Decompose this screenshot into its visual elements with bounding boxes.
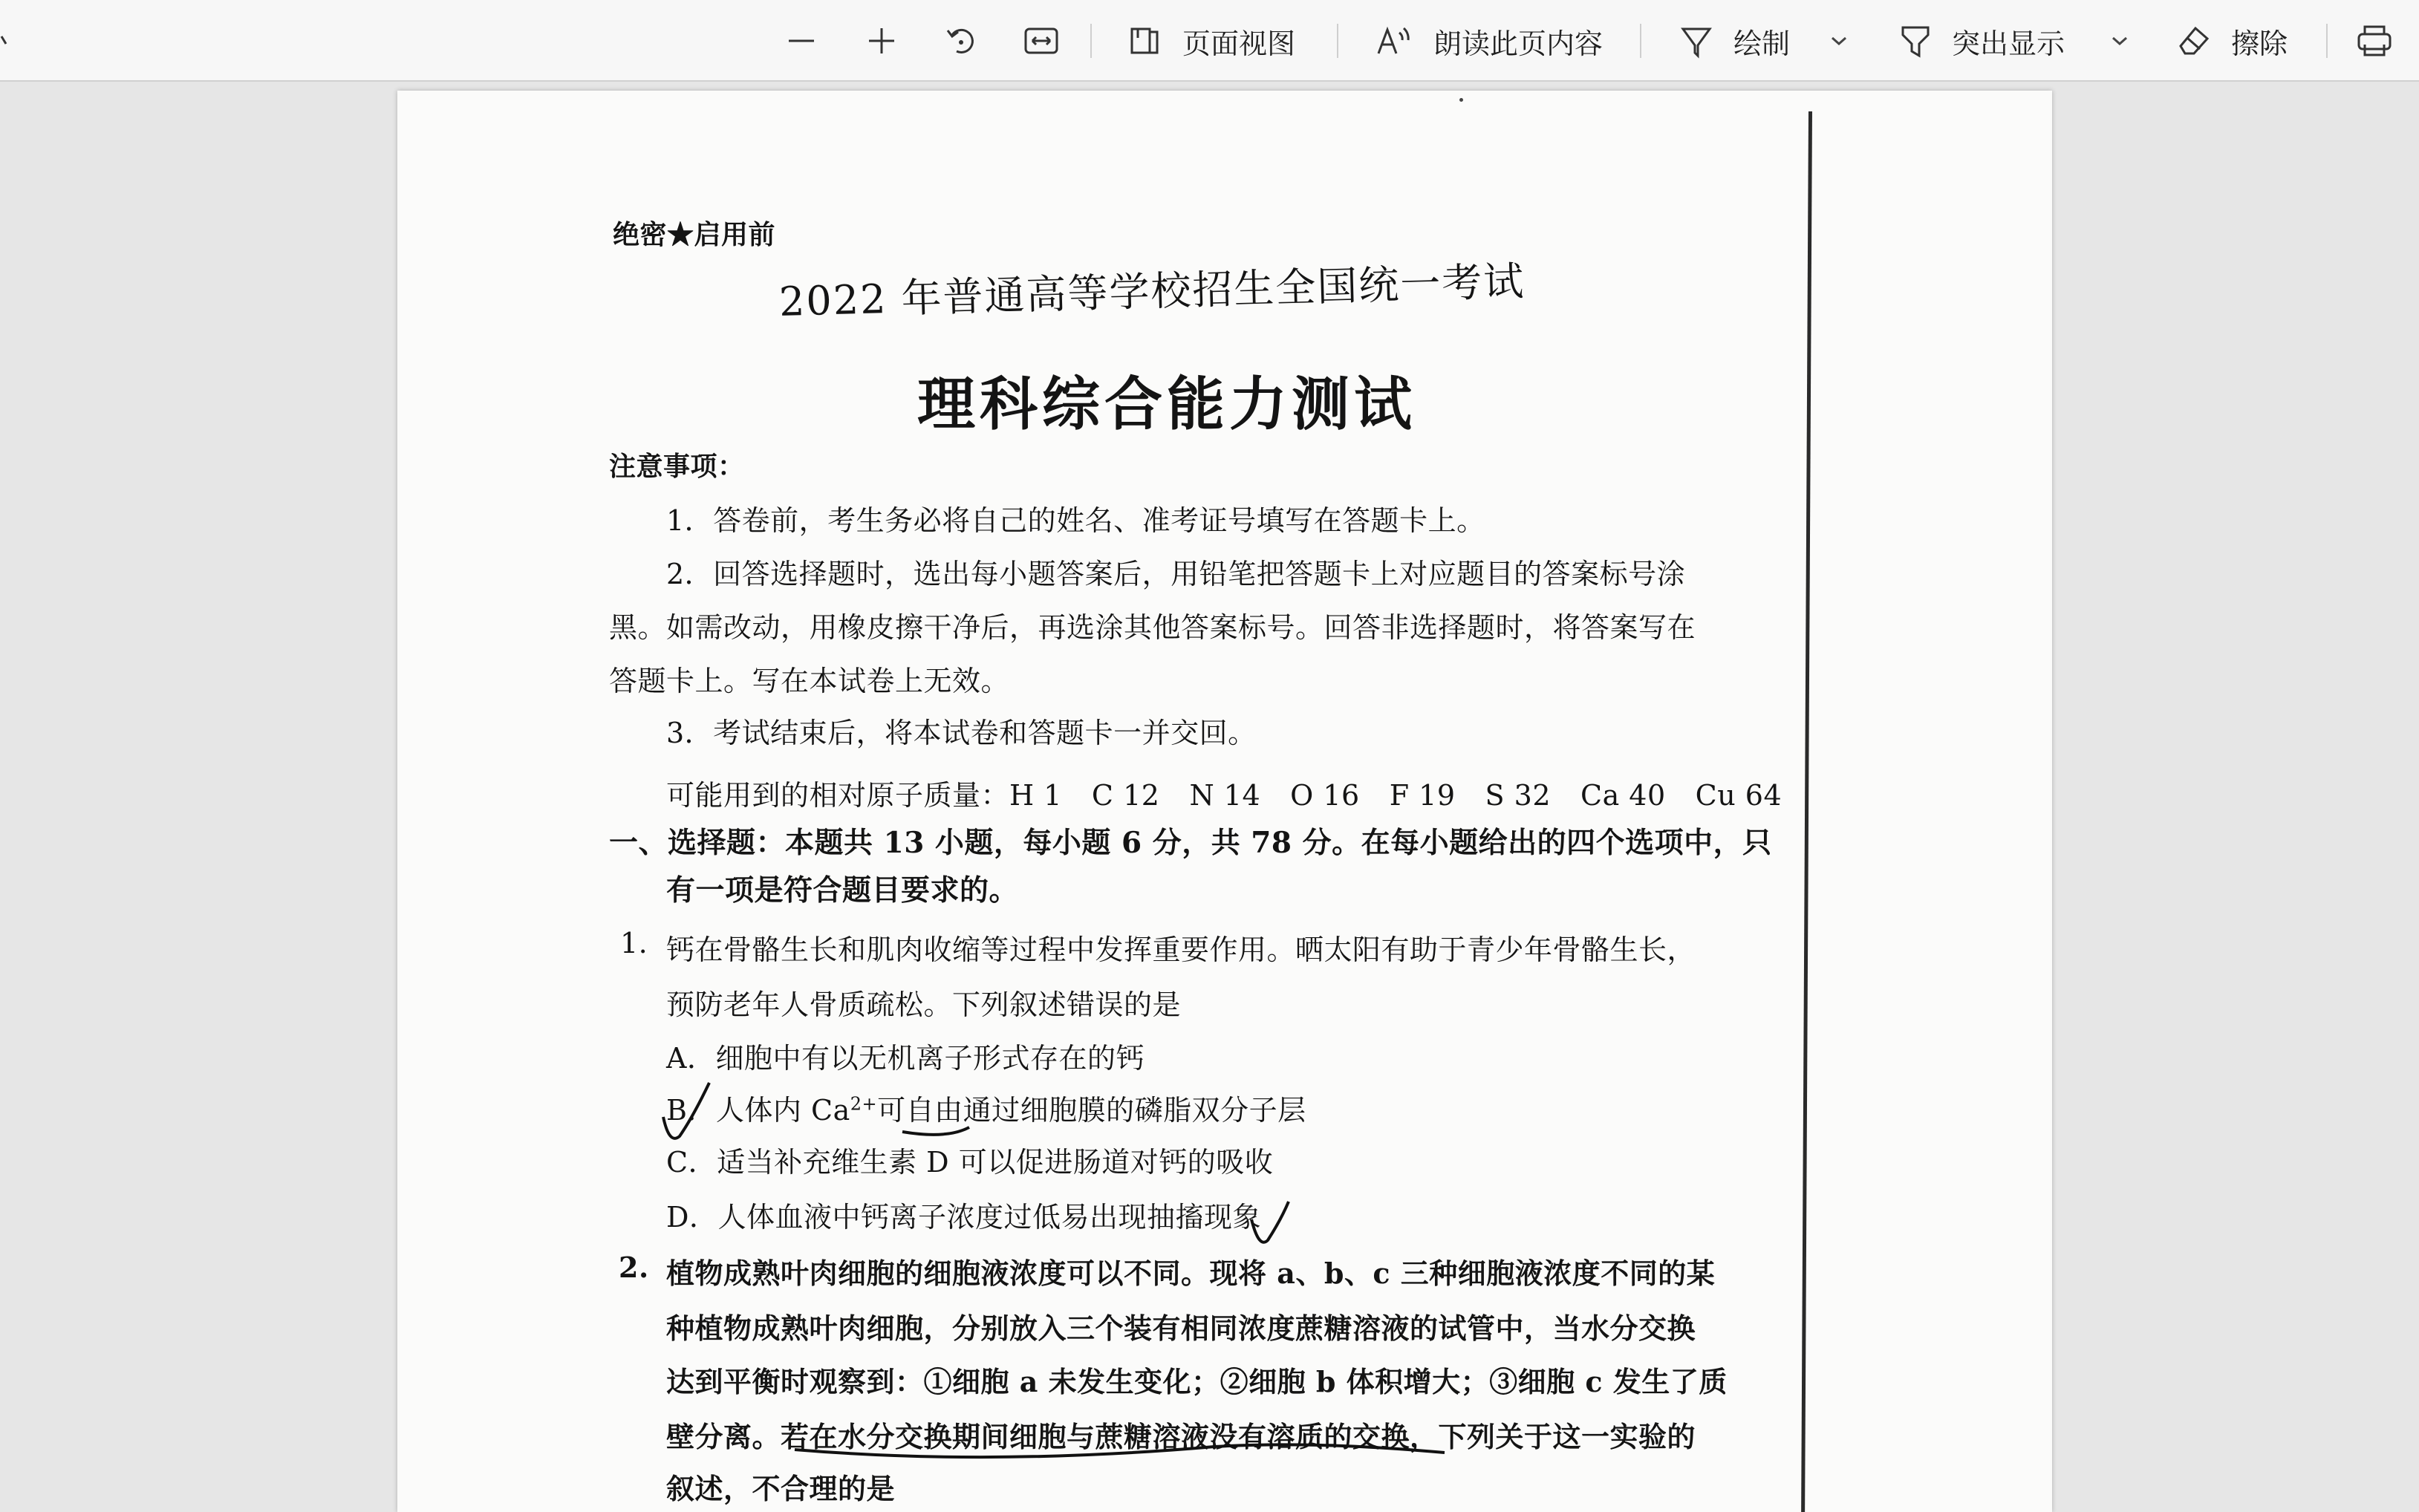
question-1-line-1: 钙在骨骼生长和肌肉收缩等过程中发挥重要作用。晒太阳有助于青少年骨骼生长， <box>666 933 1696 966</box>
draw-label: 绘制 <box>1733 27 1791 60</box>
highlighter-icon <box>1898 23 1933 59</box>
chevron-down-icon <box>1830 35 1848 47</box>
calcium-charge: 2+ <box>850 1093 878 1115</box>
question-2-line-3: 达到平衡时观察到：①细胞 a 未发生变化；②细胞 b 体积增大；③细胞 c 发生了质 <box>666 1365 1728 1398</box>
atomic-mass-h: H 1 <box>1009 779 1062 812</box>
question-1-number: 1. <box>620 927 648 959</box>
toolbar-divider <box>1337 24 1338 58</box>
atomic-mass-o: O 16 <box>1290 779 1360 812</box>
toolbar-divider <box>1640 24 1641 58</box>
highlight-label: 突出显示 <box>1952 27 2065 60</box>
page-view-icon <box>1127 25 1163 57</box>
erase-label: 擦除 <box>2231 27 2288 60</box>
exam-title: 2022 年普通高等学校招生全国统一考试 <box>778 257 1526 326</box>
highlight-options-dropdown[interactable] <box>2111 0 2129 82</box>
question-2-number: 2. <box>619 1251 649 1284</box>
confidential-mark: 绝密★启用前 <box>613 219 776 250</box>
question-1-option-c: C．适当补充维生素 D 可以促进肠道对钙的吸收 <box>666 1146 1274 1179</box>
read-aloud-button[interactable] <box>1375 0 1603 82</box>
question-1-option-a: A．细胞中有以无机离子形式存在的钙 <box>666 1042 1145 1075</box>
fit-width-icon <box>1023 26 1059 56</box>
question-2-line-2: 种植物成熟叶肉细胞，分别放入三个装有相同浓度蔗糖溶液的试管中，当水分交换 <box>666 1311 1696 1345</box>
zoom-in-button[interactable] <box>866 0 897 82</box>
minus-icon <box>786 25 817 56</box>
draw-pen-icon <box>1679 23 1714 59</box>
atomic-mass-n: N 14 <box>1189 779 1261 812</box>
atomic-mass-s: S 32 <box>1485 779 1551 812</box>
note-2-line-2: 黑。如需改动，用橡皮擦干净后，再选涂其他答案标号。回答非选择题时，将答案写在 <box>609 611 1696 644</box>
eraser-icon <box>2175 24 2212 58</box>
question-1-option-b <box>666 1087 1306 1128</box>
atomic-mass-ca: Ca 40 <box>1580 779 1666 812</box>
page-view-button[interactable] <box>1127 0 1295 82</box>
chevron-down-icon <box>2111 35 2129 47</box>
atomic-masses <box>666 772 1782 813</box>
draw-options-dropdown[interactable] <box>1830 0 1848 82</box>
plus-icon <box>866 25 897 56</box>
read-aloud-icon <box>1375 24 1414 58</box>
printer-icon <box>2356 24 2393 58</box>
section-heading-line-1: 一、选择题：本题共 13 小题，每小题 6 分，共 78 分。在每小题给出的四个选项中，只 <box>609 826 1772 860</box>
question-1-line-2: 预防老年人骨质疏松。下列叙述错误的是 <box>666 988 1182 1021</box>
option-b-prefix: B．人体内 Ca <box>666 1094 850 1127</box>
pdf-toolbar <box>0 0 2419 82</box>
underline-free-pass <box>902 1127 969 1135</box>
atomic-masses-label: 可能用到的相对原子质量： <box>666 779 1010 812</box>
page-view-label: 页面视图 <box>1182 27 1296 60</box>
question-2-line-1: 植物成熟叶肉细胞的细胞液浓度可以不同。现将 a、b、c 三种细胞液浓度不同的某 <box>666 1257 1716 1290</box>
zoom-out-button[interactable] <box>786 0 817 82</box>
scan-speck <box>1459 98 1463 102</box>
rotate-button[interactable] <box>943 0 979 82</box>
note-2-line-1: 2．回答选择题时，选出每小题答案后，用铅笔把答题卡上对应题目的答案标号涂 <box>666 558 1686 590</box>
pdf-page[interactable] <box>397 91 2052 1512</box>
question-1-option-d: D．人体血液中钙离子浓度过低易出现抽搐现象 <box>666 1201 1261 1234</box>
note-2-line-3: 答题卡上。写在本试卷上无效。 <box>609 665 1010 697</box>
draw-button[interactable] <box>1679 0 1790 82</box>
question-2-line-4: 壁分离。若在水分交换期间细胞与蔗糖溶液没有溶质的交换，下列关于这一实验的 <box>666 1420 1696 1453</box>
print-button[interactable] <box>2356 0 2393 82</box>
scan-margin-line <box>1801 111 1812 1512</box>
atomic-mass-c: C 12 <box>1091 779 1160 812</box>
atomic-mass-cu: Cu 64 <box>1695 779 1782 812</box>
highlight-button[interactable] <box>1898 0 2065 82</box>
note-3: 3．考试结束后，将本试卷和答题卡一并交回。 <box>666 717 1257 749</box>
atomic-mass-f: F 19 <box>1389 779 1456 812</box>
toolbar-divider <box>1090 24 1092 58</box>
notes-heading: 注意事项： <box>609 451 745 482</box>
question-2-line-5: 叙述，不合理的是 <box>666 1472 896 1505</box>
option-b-suffix: 可自由通过细胞膜的磷脂双分子层 <box>877 1094 1306 1127</box>
toolbar-divider <box>2326 24 2328 58</box>
erase-button[interactable] <box>2175 0 2288 82</box>
paper-title: 理科综合能力测试 <box>917 371 1417 438</box>
rotate-icon <box>943 23 979 59</box>
read-aloud-label: 朗读此页内容 <box>1433 27 1604 60</box>
fit-width-button[interactable] <box>1023 0 1059 82</box>
section-heading-line-2: 有一项是符合题目要求的。 <box>666 873 1019 907</box>
toolbar-edge-glyph <box>0 0 10 82</box>
note-1: 1．答卷前，考生务必将自己的姓名、准考证号填写在答题卡上。 <box>666 504 1485 537</box>
